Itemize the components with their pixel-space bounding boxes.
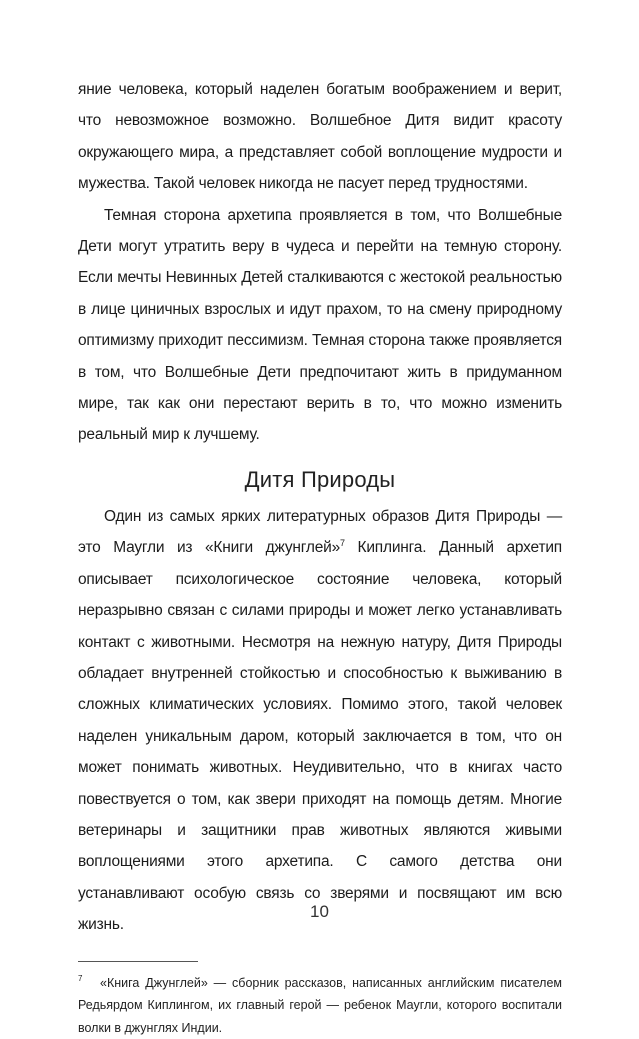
paragraph-continued: яние человека, который наделен богатым воображением и верит, что невозможное возможно. Волшебное Дитя видит красоту окружающего мира, а представляет собой воплощение мудрости и мужества. Такой человек никогда не пасует перед трудностями. <box>78 81 562 193</box>
page-number: 10 <box>310 902 329 921</box>
footnote-text: «Книга Джунглей» — сборник рассказов, написанных английским писателем Редьярдом Киплингом, их главный герой — ребенок Маугли, которого воспитали волки в джунглях Индии. <box>78 975 562 1035</box>
book-page <box>78 74 562 1039</box>
section-heading: Дитя Природы <box>244 466 396 492</box>
footnote-reference[interactable]: 7 <box>340 538 345 549</box>
footnote-divider <box>78 961 198 962</box>
paragraph-nature-child <box>78 501 562 941</box>
paragraph-dark-side: Темная сторона архетипа проявляется в том, что Волшебные Дети могут утратить веру в чудеса и перейти на темную сторону. Если мечты Невинных Детей сталкиваются с жестокой реальностью в лице циничных взрослых и идут прахом, то на смену природному оптимизму приходит пессимизм. Темная сторона также проявляется в том, что Волшебные Дети предпочитают жить в придуманном мире, так как они перестают верить в то, что можно изменить реальный мир к лучшему. <box>78 206 562 444</box>
paragraph-text-start: Один из самых ярких литературных образов Дитя Природы — это Маугли из «Книги джунглей» <box>78 507 562 557</box>
paragraph-text-rest: Киплинга. Данный архетип описывает психологическое состояние человека, который неразрывно связан с силами природы и может легко устанавливать контакт с животными. Несмотря на нежную натуру, Дитя Природы обладает внутренней стойкостью и способностью к выживанию в сложных климатических условиях. Помимо этого, такой человек наделен уникальным даром, который заключается в том, что он может понимать животных. Неудивительно, что в книгах часто повествуется о том, как звери приходят на помощь детям. Многие ветеринары и защитники прав животных являются живыми воплощениями этого архетипа. С самого детства они устанавливают особую связь со зверями и посвящают им всю жизнь. <box>78 539 563 934</box>
footnote: 7 «Книга Джунглей» — сборник рассказов, написанных английским писателем Редьярдом Киплингом, их главный герой — ребенок Маугли, которого воспитали волки в джунглях Индии. <box>78 974 562 1035</box>
